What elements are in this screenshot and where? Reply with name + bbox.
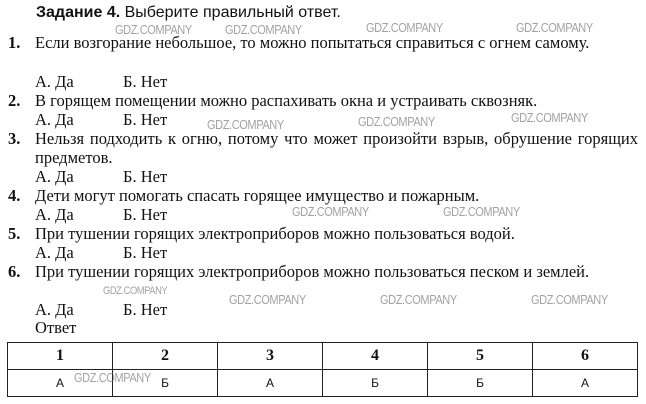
- watermark: GDZ.COMPANY: [229, 292, 306, 307]
- watermark: GDZ.COMPANY: [74, 370, 151, 385]
- answer-table-header: 5: [428, 343, 533, 370]
- watermark: GDZ.COMPANY: [516, 20, 593, 35]
- answer-table-header: 1: [8, 343, 113, 370]
- option-a: А. Да: [35, 72, 74, 91]
- answer-table-cell: Б: [113, 370, 218, 397]
- question-3-options: [35, 167, 168, 187]
- question-6-options: [35, 300, 168, 320]
- task-heading: [36, 4, 341, 22]
- question-number: 6.: [8, 262, 21, 281]
- answer-table-cell: А: [533, 370, 638, 397]
- watermark: GDZ.COMPANY: [103, 285, 168, 297]
- option-a: А. Да: [35, 110, 74, 129]
- option-a: А. Да: [35, 167, 74, 186]
- answer-table-header: 6: [533, 343, 638, 370]
- answer-label: Ответ: [35, 318, 77, 337]
- option-b: Б. Нет: [123, 72, 168, 91]
- answer-table-header: 4: [323, 343, 428, 370]
- watermark: GDZ.COMPANY: [366, 20, 443, 35]
- answer-table-header-row: [8, 343, 638, 370]
- answer-table-cell: А: [218, 370, 323, 397]
- question-number: 5.: [8, 224, 21, 243]
- question-text: Если возгорание небольшое, то можно попытаться справиться с огнем самому.: [35, 33, 590, 52]
- option-b: Б. Нет: [123, 167, 168, 186]
- answer-table-cell: Б: [323, 370, 428, 397]
- question-1: [8, 33, 638, 52]
- watermark: GDZ.COMPANY: [443, 204, 520, 219]
- option-a: А. Да: [35, 300, 74, 319]
- watermark: GDZ.COMPANY: [225, 22, 302, 37]
- answer-table-header: 2: [113, 343, 218, 370]
- task-instruction: Выберите правильный ответ.: [124, 4, 341, 21]
- question-number: 2.: [8, 91, 21, 110]
- question-2-options: [35, 110, 168, 130]
- question-5: [8, 224, 638, 243]
- question-text: В горящем помещении можно распахивать окна и устраивать сквозняк.: [35, 91, 538, 110]
- question-number: 4.: [8, 186, 21, 205]
- question-4-options: [35, 205, 168, 225]
- option-a: А. Да: [35, 205, 74, 224]
- option-a: А. Да: [35, 243, 74, 262]
- option-b: Б. Нет: [123, 300, 168, 319]
- watermark: GDZ.COMPANY: [292, 204, 369, 219]
- watermark: GDZ.COMPANY: [380, 292, 457, 307]
- question-text: При тушении горящих электроприборов можно пользоваться водой.: [35, 224, 515, 243]
- question-text: При тушении горящих электроприборов можно пользоваться песком и землей.: [35, 262, 590, 281]
- watermark: GDZ.COMPANY: [115, 22, 192, 37]
- answer-table-cell: Б: [428, 370, 533, 397]
- question-1-options: [35, 72, 168, 92]
- watermark: GDZ.COMPANY: [511, 110, 588, 125]
- option-b: Б. Нет: [123, 110, 168, 129]
- question-2: [8, 91, 638, 110]
- question-4: [8, 186, 638, 205]
- question-number: 3.: [8, 129, 21, 148]
- question-number: 1.: [8, 33, 21, 52]
- answer-table-cell: А: [8, 370, 113, 397]
- question-6: [8, 262, 638, 281]
- question-text: Нельзя подходить к огню, потому что может произойти взрыв, обрушение горящих предметов.: [35, 129, 638, 167]
- watermark: GDZ.COMPANY: [531, 292, 608, 307]
- watermark: GDZ.COMPANY: [358, 114, 435, 129]
- option-b: Б. Нет: [123, 205, 168, 224]
- question-3: [8, 129, 638, 167]
- question-5-options: [35, 243, 168, 263]
- watermark: GDZ.COMPANY: [207, 117, 284, 132]
- task-label: Задание 4.: [36, 4, 121, 21]
- question-text: Дети могут помогать спасать горящее имущество и пожарным.: [35, 186, 480, 205]
- answer-table-header: 3: [218, 343, 323, 370]
- option-b: Б. Нет: [123, 243, 168, 262]
